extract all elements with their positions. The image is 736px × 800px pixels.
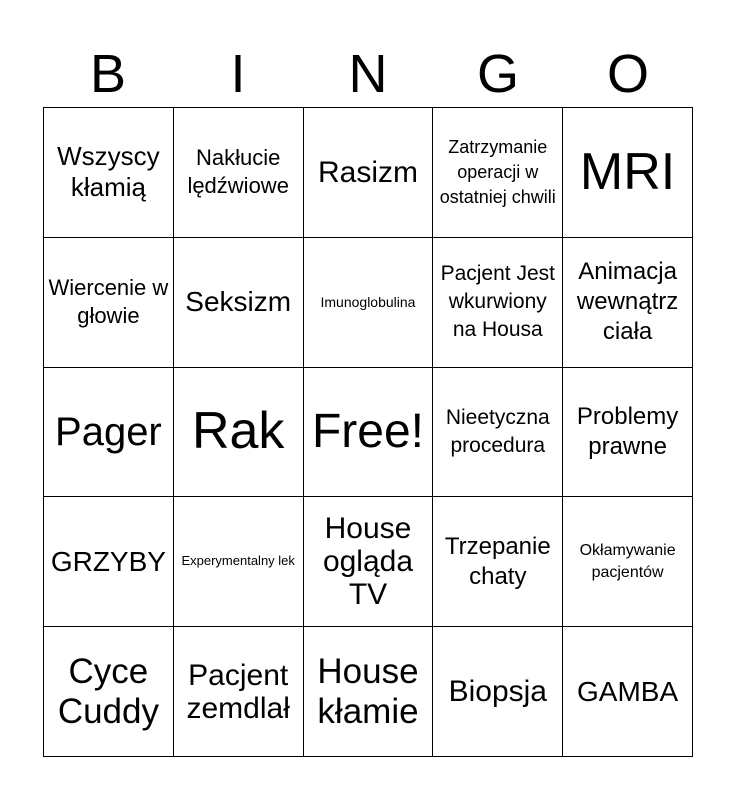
bingo-cell[interactable]: Imunoglobulina: [304, 238, 434, 368]
header-letter-i: I: [230, 44, 246, 104]
header-letter-g: G: [476, 44, 519, 104]
bingo-cell[interactable]: Animacja wewnątrz ciała: [563, 238, 693, 368]
bingo-cell[interactable]: Zatrzymanie operacji w ostatniej chwili: [433, 108, 563, 238]
free-space[interactable]: Free!: [304, 368, 434, 498]
bingo-cell[interactable]: Seksizm: [174, 238, 304, 368]
bingo-board: [43, 107, 693, 757]
bingo-cell[interactable]: Biopsja: [433, 627, 563, 757]
bingo-cell[interactable]: MRI: [563, 108, 693, 238]
header-letter-b: B: [89, 44, 127, 104]
bingo-cell[interactable]: Rak: [174, 368, 304, 498]
bingo-cell[interactable]: GAMBA: [563, 627, 693, 757]
bingo-cell[interactable]: Pager: [44, 368, 174, 498]
bingo-cell[interactable]: Pacjent zemdlał: [174, 627, 304, 757]
bingo-cell[interactable]: Wszyscy kłamią: [44, 108, 174, 238]
bingo-cell[interactable]: Okłamywanie pacjentów: [563, 497, 693, 627]
bingo-cell[interactable]: House ogląda TV: [304, 497, 434, 627]
bingo-cell[interactable]: Wiercenie w głowie: [44, 238, 174, 368]
bingo-cell[interactable]: Pacjent Jest wkurwiony na Housa: [433, 238, 563, 368]
bingo-cell[interactable]: House kłamie: [304, 627, 434, 757]
bingo-cell[interactable]: GRZYBY: [44, 497, 174, 627]
bingo-cell[interactable]: Rasizm: [304, 108, 434, 238]
bingo-cell[interactable]: Cyce Cuddy: [44, 627, 174, 757]
bingo-cell[interactable]: Experymentalny lek: [174, 497, 304, 627]
bingo-cell[interactable]: Trzepanie chaty: [433, 497, 563, 627]
bingo-cell[interactable]: Nakłucie lędźwiowe: [174, 108, 304, 238]
bingo-cell[interactable]: Problemy prawne: [563, 368, 693, 498]
bingo-cell[interactable]: Nieetyczna procedura: [433, 368, 563, 498]
header-letter-o: O: [606, 44, 649, 104]
header-letter-n: N: [348, 44, 388, 104]
bingo-header: [43, 42, 693, 106]
